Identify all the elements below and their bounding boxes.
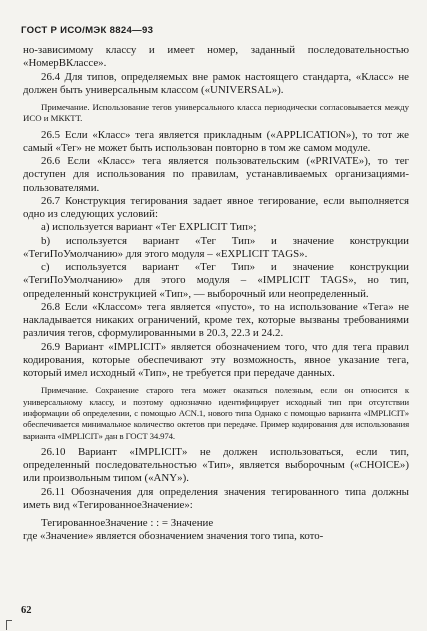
- paragraph-26-7: 26.7 Конструкция тегирования задает явное тегирование, если выполняется одно из следующих условий:: [23, 194, 409, 221]
- paragraph-26-11: 26.11 Обозначения для определения значения тегированного типа должны иметь вид «ТегированноеЗначение»:: [23, 485, 409, 511]
- page-number: 62: [21, 605, 32, 616]
- paragraph-where: где «Значение» является обозначением значения того типа, кото-: [23, 530, 324, 543]
- page-header: ГОСТ Р ИСО/МЭК 8824—93: [21, 25, 154, 36]
- paragraph-26-6: 26.6 Если «Класс» тега является пользовательским («PRIVATE»), то тег доступен для использования по правилам, устанавливаемых организациями-пользователями.: [23, 155, 409, 194]
- paragraph-26-10: 26.10 Вариант «IMPLICIT» не должен использоваться, если тип, определенный последовательностью «Тип», является выборочным («CHOICE») или произвольным типом («ANY»).: [23, 445, 409, 485]
- paragraph-26-4: 26.4 Для типов, определяемых вне рамок настоящего стандарта, «Класс» не должен быть универсальным классом («UNIVERSAL»).: [23, 70, 409, 96]
- paragraph-26-8: 26.8 Если «Классом» тега является «пусто», то на использование «Тега» не накладывается никаких ограничений, кроме тех, которые вызваны требованиями различия тегов, сформулированными в 20.3, 22.3 и 24.2.: [23, 300, 409, 340]
- body-text: [23, 44, 409, 544]
- crop-mark: [6, 620, 12, 630]
- paragraph-continuation: но-зависимому классу и имеет номер, заданный последовательностью «НомерВКлассе».: [23, 44, 409, 70]
- paragraph-26-9: 26.9 Вариант «IMPLICIT» является обозначением того, что для тега правил кодирования, которые обеспечивают эту возможность, явное указание тега, который имел исходный «Тип», не требуется при передаче данных.: [23, 340, 409, 380]
- list-item-c: c) используется вариант «Тег Тип» и значение конструкции «ТегиПоУмолчанию» для этого модуля – «IMPLICIT TAGS», но тип, определенный конструкцией «Тип», — выборочный или неопределенный.: [23, 261, 409, 300]
- list-item-a: a) используется вариант «Тег EXPLICIT Тип»;: [41, 221, 257, 234]
- list-item-b: b) используется вариант «Тег Тип» и значение конструкции «ТегиПоУмолчанию» для этого модуля – «EXPLICIT TAGS».: [23, 234, 409, 260]
- paragraph-26-5: 26.5 Если «Класс» тега является прикладным («APPLICATION»), то тот же самый «Тег» не может быть использован повторно в том же самом модуле.: [23, 128, 409, 154]
- formula-line: ТегированноеЗначение : : = Значение: [41, 517, 214, 530]
- note-1: Примечание. Использование тегов универсального класса периодически согласовывается между ИСО и МККТТ.: [23, 102, 409, 124]
- note-2: Примечание. Сохранение старого тега может оказаться полезным, если он относится к универсальному классу, и поэтому однозначно идентифицирует исходный тип при отсутствии информации об определении, с помощью ACN.1, нового типа Однако с помощью варианта «IMPLICIT» обеспечивается минимальное количество октетов при передаче. Пример кодирования для использования варианта «IMPLICIT» дан в ГОСТ 34.974.: [23, 385, 409, 441]
